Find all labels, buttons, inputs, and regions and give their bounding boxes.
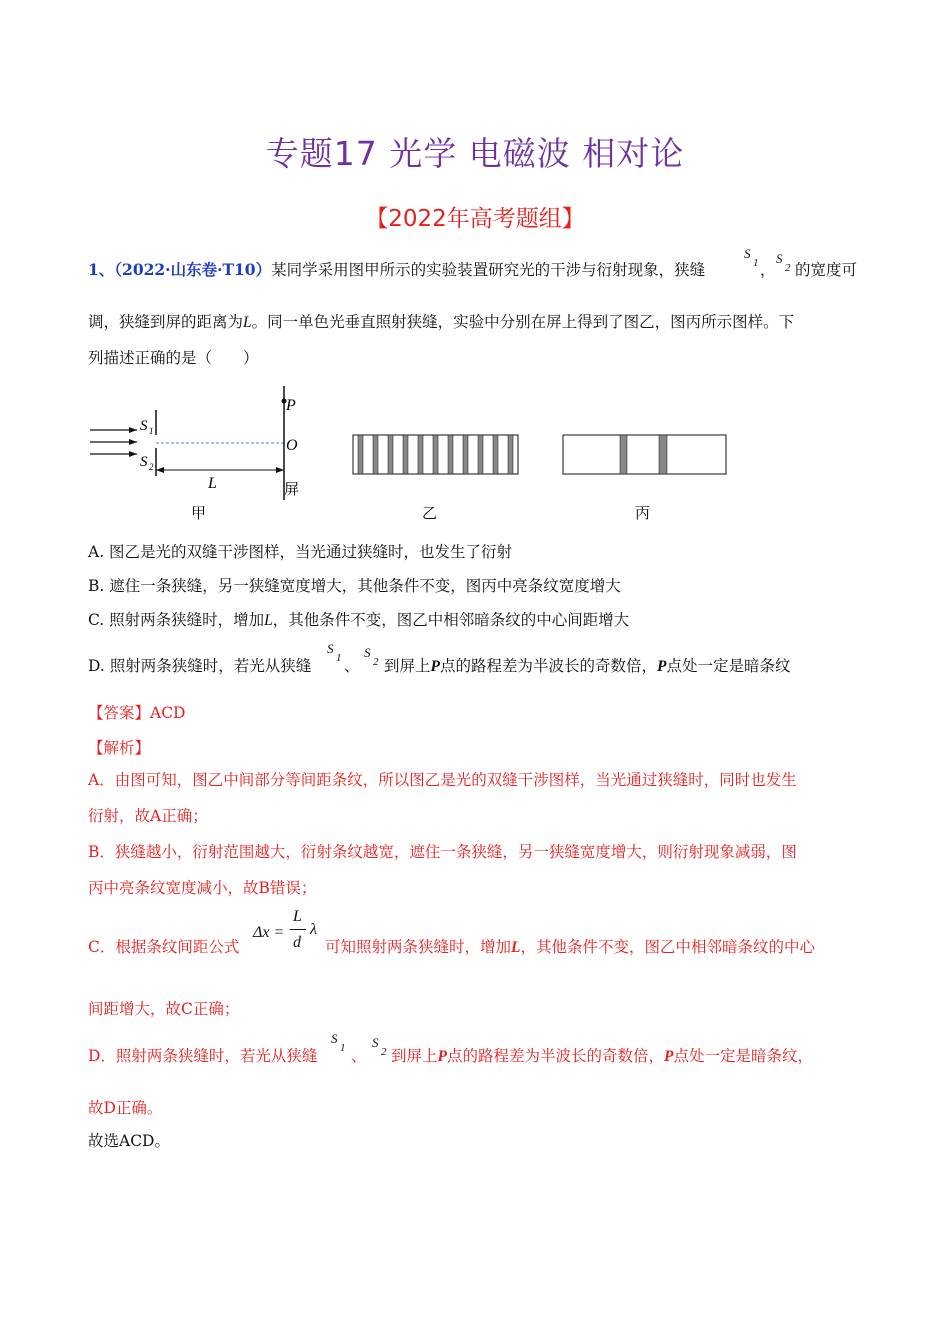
analysis-c-b: 可知照射两条狭缝时，增加 xyxy=(325,938,512,956)
analysis-d-c: 点的路程差为半波长的奇数倍， xyxy=(446,1047,664,1065)
option-d-b: 到屏上 xyxy=(384,657,431,675)
analysis-a-line1: A．由图可知，图乙中间部分等间距条纹，所以图乙是光的双缝干涉图样，当光通过狭缝时，同时也发生 xyxy=(88,771,797,789)
question-line2-a: 调，狭缝到屏的距离为 xyxy=(88,313,244,331)
question-s2-sub: 2 xyxy=(785,262,791,274)
analysis-d-P: P xyxy=(437,1048,447,1065)
formula-numerator: L xyxy=(293,908,302,925)
option-d xyxy=(88,654,311,676)
analysis-a-line2: 衍射，故A正确； xyxy=(88,807,208,825)
question-line-2 xyxy=(88,310,794,332)
option-d-rest xyxy=(384,654,790,676)
option-d-sep: 、 xyxy=(344,657,360,675)
option-c-a: C. 照射两条狭缝时，增加 xyxy=(88,611,265,629)
option-d-d: 点处一定是暗条纹 xyxy=(666,657,791,675)
label-s2-sub: 2 xyxy=(149,462,154,472)
option-b: B. 遮住一条狭缝，另一狭缝宽度增大，其他条件不变，图丙中亮条纹宽度增大 xyxy=(88,577,621,595)
analysis-d-s2: S xyxy=(372,1035,379,1050)
option-d-P: P xyxy=(430,658,440,675)
formula-denominator: d xyxy=(293,934,301,951)
option-d-P2: P xyxy=(657,658,667,675)
interference-stripe xyxy=(358,435,363,474)
analysis-d-s1-sub: 1 xyxy=(340,1042,346,1054)
formula-left: Δx = xyxy=(253,924,285,941)
interference-stripe xyxy=(373,435,378,474)
figure-yi xyxy=(353,435,518,522)
analysis-d-P2: P xyxy=(664,1048,674,1065)
analysis-c-L: L xyxy=(511,939,521,956)
option-a: A. 图乙是光的双缝干涉图样，当光通过狭缝时，也发生了衍射 xyxy=(88,543,513,561)
experiment-figure xyxy=(80,382,760,528)
question-s1: S xyxy=(744,246,751,261)
label-s2: S xyxy=(140,454,148,470)
question-text-a: 某同学采用图甲所示的实验装置研究光的干涉与衍射现象，狭缝 xyxy=(271,261,706,279)
conclusion: 故选ACD。 xyxy=(88,1132,170,1150)
interference-stripe xyxy=(478,435,483,474)
option-d-s2: S xyxy=(364,645,371,660)
interference-stripe xyxy=(418,435,423,474)
analysis-d-b: 到屏上 xyxy=(391,1047,438,1065)
option-d-s2-sub: 2 xyxy=(373,656,379,668)
diffraction-stripe xyxy=(659,435,667,474)
label-p: P xyxy=(286,397,296,414)
analysis-c-c: ，其他条件不变，图乙中相邻暗条纹的中心 xyxy=(520,938,815,956)
option-d-s1: S xyxy=(327,641,334,656)
interference-stripe xyxy=(448,435,453,474)
formula-fraction-bar xyxy=(290,929,306,930)
label-screen: 屏 xyxy=(284,482,300,498)
figure-jia xyxy=(90,386,299,522)
interference-stripe xyxy=(508,435,513,474)
question-line-3: 列描述正确的是（ ） xyxy=(88,349,259,367)
question-number: 1、 xyxy=(88,260,115,279)
question-L: L xyxy=(243,314,252,331)
figure-bing xyxy=(563,435,726,522)
analysis-c-line2: 间距增大，故C正确； xyxy=(88,1000,240,1018)
analysis-b-line1: B．狭缝越小，衍射范围越大，衍射条纹越宽，遮住一条狭缝，另一狭缝宽度增大，则衍射现象减弱，图 xyxy=(88,843,797,861)
question-source: （2022·山东卷·T10） xyxy=(114,260,272,279)
caption-yi: 乙 xyxy=(422,506,438,522)
diffraction-stripe xyxy=(620,435,627,474)
option-d-a: D. 照射两条狭缝时，若光从狭缝 xyxy=(88,657,312,675)
question-s2: S xyxy=(776,251,783,266)
option-c-L: L xyxy=(264,612,273,629)
option-d-s1-sub: 1 xyxy=(336,652,342,664)
question-text-b: 的宽度可 xyxy=(795,261,858,279)
analysis-d-line2: 故D正确。 xyxy=(88,1099,163,1117)
label-o: O xyxy=(286,437,298,454)
analysis-d-rest xyxy=(391,1044,813,1066)
formula-lambda: λ xyxy=(310,921,317,938)
caption-bing: 丙 xyxy=(635,506,651,522)
interference-stripe xyxy=(388,435,393,474)
question-comma: ， xyxy=(760,261,776,279)
option-c-b: ，其他条件不变，图乙中相邻暗条纹的中心间距增大 xyxy=(272,611,630,629)
analysis-label: 【解析】 xyxy=(88,739,151,757)
question-line2-b: 。同一单色光垂直照射狭缝，实验中分别在屏上得到了图乙，图丙所示图样。下 xyxy=(251,313,795,331)
interference-stripe xyxy=(463,435,468,474)
section-heading: 【2022年高考题组】 xyxy=(365,206,585,232)
option-d-c: 点的路程差为半波长的奇数倍， xyxy=(439,657,657,675)
analysis-d-s1: S xyxy=(331,1031,338,1046)
analysis-b-line2: 丙中亮条纹宽度减小，故B错误； xyxy=(88,879,317,897)
question-s1-sub: 1 xyxy=(753,257,759,269)
interference-stripe xyxy=(493,435,498,474)
analysis-d-a: D．照射两条狭缝时，若光从狭缝 xyxy=(88,1047,318,1065)
label-s1-sub: 1 xyxy=(149,426,154,436)
analysis-d-sep: 、 xyxy=(351,1047,367,1065)
interference-stripe xyxy=(403,435,408,474)
interference-stripe xyxy=(433,435,438,474)
analysis-c-a: C．根据条纹间距公式 xyxy=(88,938,240,956)
question-line-1 xyxy=(88,258,705,280)
option-c xyxy=(88,608,629,630)
label-s1: S xyxy=(140,418,148,434)
caption-jia: 甲 xyxy=(191,506,207,522)
label-l: L xyxy=(208,475,217,492)
analysis-c-rest xyxy=(325,935,815,957)
analysis-d-s2-sub: 2 xyxy=(381,1046,387,1058)
page-title: 专题17 光学 电磁波 相对论 xyxy=(265,134,685,173)
answer-label: 【答案】ACD xyxy=(88,704,186,722)
analysis-d-d: 点处一定是暗条纹， xyxy=(673,1047,813,1065)
